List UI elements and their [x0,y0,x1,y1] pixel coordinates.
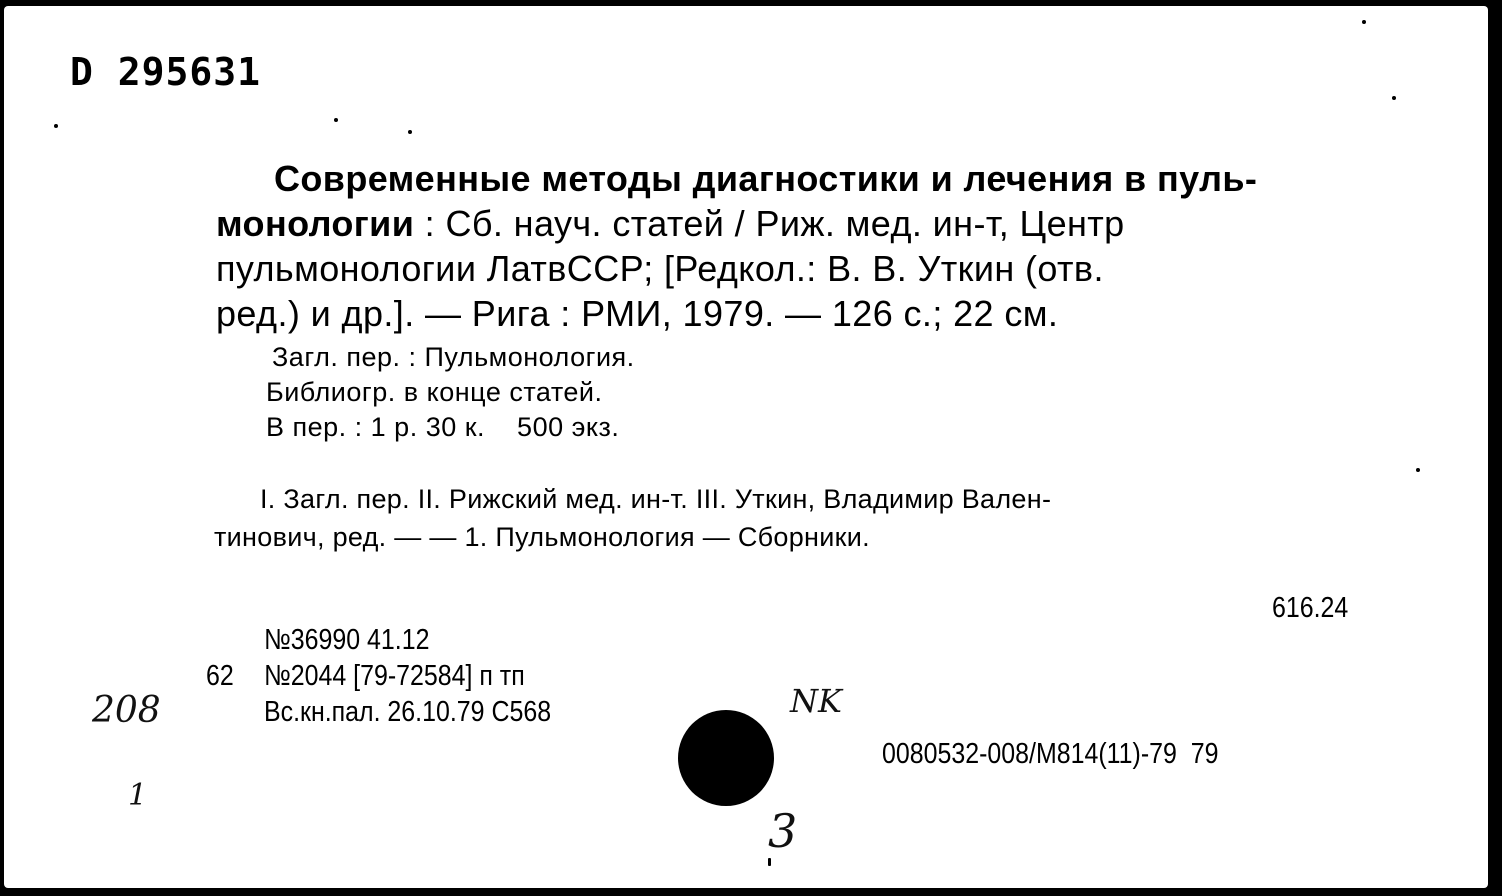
description-line-4: ред.) и др.]. — Рига : РМИ, 1979. — 126 с.; 22 см. [216,293,1059,334]
speck [334,118,338,122]
description-line-3: пульмонологии ЛатвССР; [Редкол.: В. В. Уткин (отв. [216,248,1104,289]
speck [768,858,771,866]
registry-line-1: №36990 41.12 [264,624,430,656]
speck [1362,20,1366,24]
registry-prefix: 62 [206,660,234,692]
punch-hole [678,710,774,806]
registry-line-2: №2044 [79-72584] п тп [264,660,525,692]
tracing-line-1: I. Загл. пер. II. Рижский мед. ин-т. III. Уткин, Владимир Вален- [260,484,1052,514]
title-line-2 [216,201,1125,246]
card-id: D 295631 [70,50,262,94]
subtitle-text: : Сб. науч. статей / Риж. мед. ин-т, Центр [414,203,1125,244]
title-line-1 [274,156,1257,201]
note-parallel-title: Загл. пер. : Пульмонология. [272,342,635,372]
title-bold-continued: монологии [216,203,415,244]
note-price: В пер. : 1 р. 30 к. 500 экз. [266,412,620,442]
note-bibliography: Библиогр. в конце статей. [266,377,603,407]
speck [54,124,58,128]
registry-line-3: Вс.кн.пал. 26.10.79 С568 [264,696,552,728]
title-bold: Современные методы диагностики и лечения в пуль- [274,158,1258,199]
speck [1416,468,1420,472]
classification-number: 616.24 [1272,592,1349,624]
handwritten-small-number: 1 [128,778,148,813]
handwritten-number: 208 [92,690,161,731]
tracing-line-2: тинович, ред. — — 1. Пульмонология — Сборники. [214,522,870,552]
handwritten-bottom-number: 3 [768,804,798,858]
catalog-card [4,6,1488,888]
speck [1392,96,1396,100]
publisher-code: 0080532-008/М814(11)-79 79 [882,738,1219,770]
speck [408,130,412,134]
handwritten-initials: NK [790,682,842,720]
